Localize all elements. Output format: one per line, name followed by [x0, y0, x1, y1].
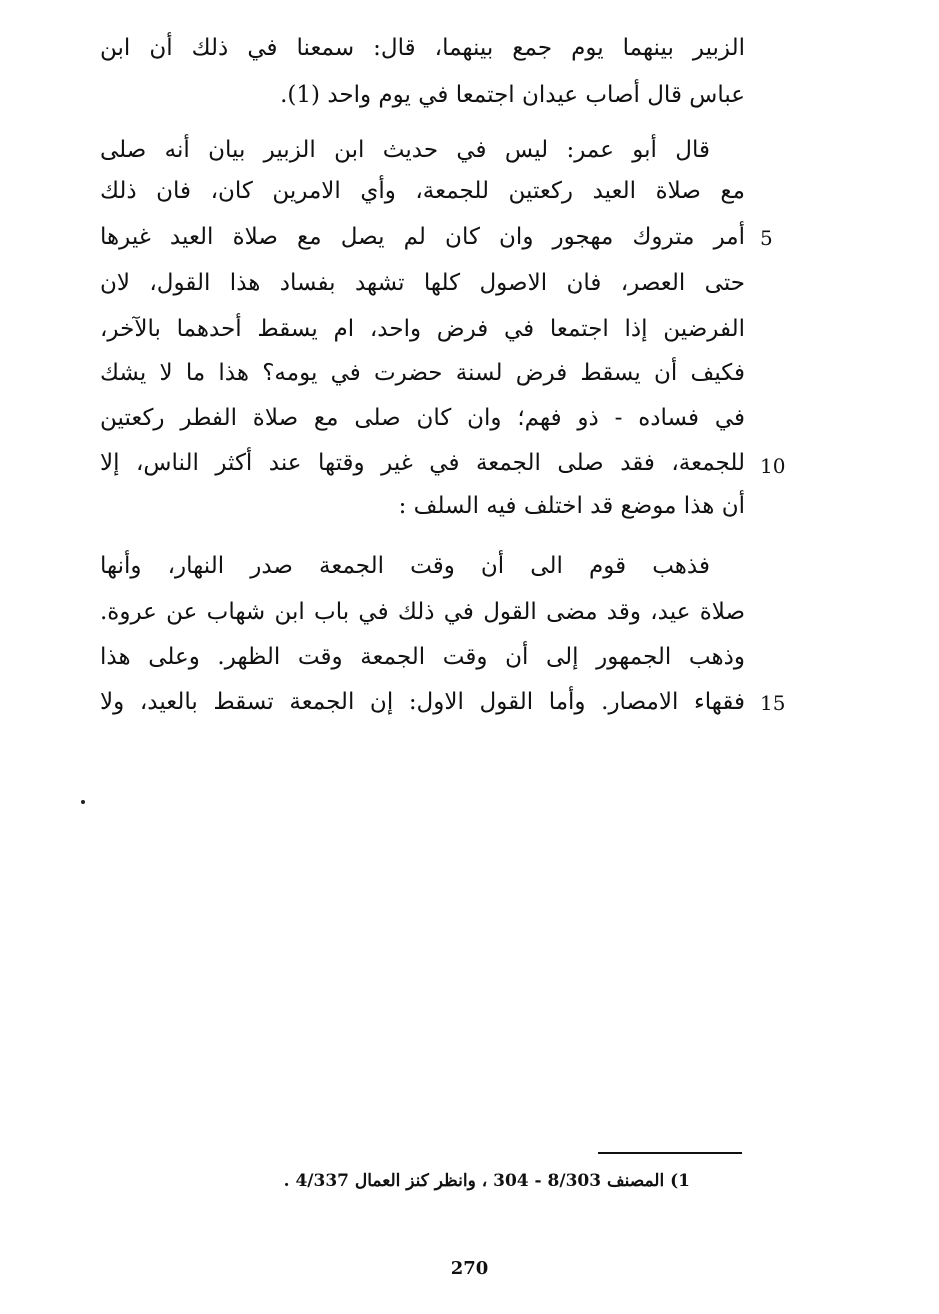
line-marker-10: 10 — [760, 454, 786, 478]
body-line-8: فكيف أن يسقط فرض لسنة حضرت في يومه؟ هذا ما لا يشك — [100, 360, 745, 386]
body-line-12: فذهب قوم الى أن وقت الجمعة صدر النهار، وأنها — [100, 553, 710, 579]
body-line-7: الفرضين إذا اجتمعا في فرض واحد، ام يسقط أحدهما بالآخر، — [100, 316, 745, 342]
body-line-11: أن هذا موضع قد اختلف فيه السلف : — [398, 493, 745, 519]
body-line-10: للجمعة، فقد صلى الجمعة في غير وقتها عند أكثر الناس، إلا — [100, 450, 745, 476]
body-line-1: الزبير بينهما يوم جمع بينهما، قال: سمعنا في ذلك أن ابن — [100, 35, 745, 61]
page-number: 270 — [450, 1258, 489, 1279]
body-line-5: أمر متروك مهجور وان كان لم يصل مع صلاة العيد غيرها — [100, 224, 745, 250]
footnote-rule — [598, 1152, 742, 1154]
body-line-2: عباس قال أصاب عيدان اجتمعا في يوم واحد (1). — [280, 82, 745, 108]
line-marker-5: 5 — [760, 226, 773, 250]
body-line-6: حتى العصر، فان الاصول كلها تشهد بفساد هذا القول، لان — [100, 270, 745, 296]
body-line-9: في فساده - ذو فهم؛ وان كان صلى مع صلاة الفطر ركعتين — [100, 405, 745, 431]
stray-dot — [81, 800, 85, 804]
body-line-15: فقهاء الامصار. وأما القول الاول: إن الجمعة تسقط بالعيد، ولا — [100, 689, 745, 715]
body-line-13: صلاة عيد، وقد مضى القول في ذلك في باب ابن شهاب عن عروة. — [100, 599, 745, 625]
body-line-4: مع صلاة العيد ركعتين للجمعة، وأي الامرين كان، فان ذلك — [100, 178, 745, 204]
line-marker-15: 15 — [760, 691, 786, 715]
footnote: 1) المصنف 8/303 - 304 ، وانظر كنز العمال 4/337 . — [283, 1171, 690, 1191]
body-line-14: وذهب الجمهور إلى أن وقت الجمعة وقت الظهر. وعلى هذا — [100, 644, 745, 670]
body-line-3: قال أبو عمر: ليس في حديث ابن الزبير بيان أنه صلى — [100, 137, 710, 163]
